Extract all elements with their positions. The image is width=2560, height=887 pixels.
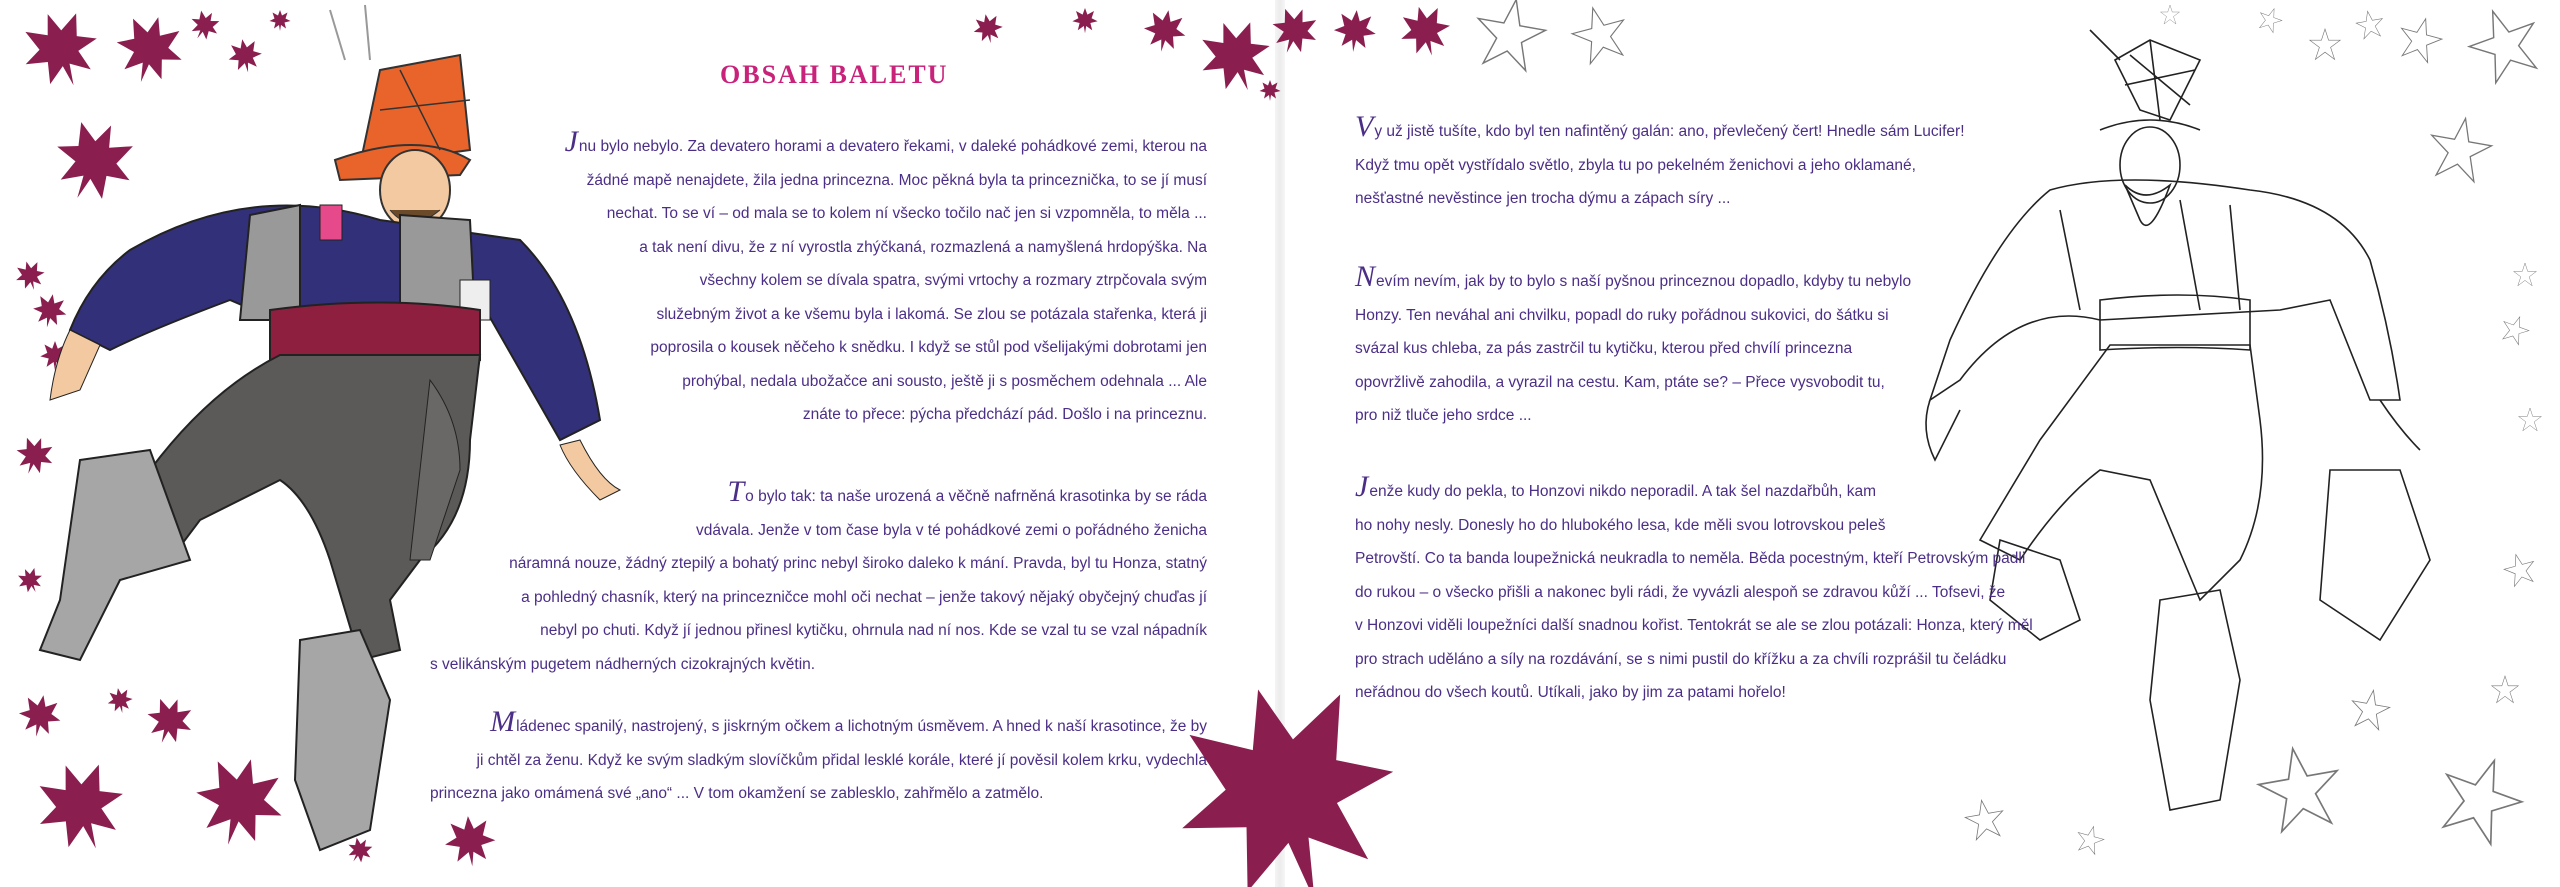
text-line: ho nohy nesly. Donesly ho do hlubokého lesa, kde měli svou lotrovskou peleš: [1355, 516, 1886, 534]
star-leaf-outline-icon: [1471, 0, 1550, 73]
text-line: Nevím nevím, jak by to bylo s naší pyšnou princeznou dopadlo, kdyby tu nebylo: [1355, 260, 1912, 293]
maple-leaf-icon: [30, 291, 69, 330]
star-leaf-outline-icon: [2395, 13, 2446, 64]
text-line: a tak není divu, že z ní vyrostla zhýčkaná, rozmazlená a namyšlená hrdopýška. Na: [639, 238, 1207, 256]
text-line: princezna jako omámená své „ano“ ... V tom okamžení se zablesklo, zahřmělo a zatmělo.: [430, 785, 1044, 802]
text-line: opovržlivě zahodila, a vyrazil na cestu. Kam, ptáte se? – Přece vysvobodit tu,: [1355, 373, 1885, 391]
maple-leaf-icon: [12, 258, 48, 294]
maple-leaf-icon: [108, 8, 190, 90]
text-line: svázal kus chleba, za pás zastrčil tu kytičku, kterou před chvílí princezna: [1355, 340, 1853, 357]
right-paragraph-1: [1355, 110, 2075, 216]
maple-leaf-icon: [106, 686, 135, 715]
initial-letter: J: [1355, 470, 1369, 503]
maple-leaf-icon: [226, 36, 265, 75]
page-title: OBSAH BALETU: [720, 60, 949, 89]
text-line: nebyl po chuti. Když jí jednou přinesl kytičku, ohrnula nad ní nos. Kde se vzal tu se vzal nápadník: [540, 622, 1207, 639]
text-line: a pohledný chasník, který na princezničce mohl oči nechat – jenže takový nějaký obyčejný chuďas jí: [521, 588, 1207, 606]
text-line: pro strach uděláno a síly na rozdávání, se s nimi pustil do křížku a za chvíli rozprášil tu čeládku: [1355, 650, 2007, 668]
star-leaf-outline-icon: [2074, 823, 2107, 856]
text-line: Honzy. Ten neváhal ani chvilku, popadl do ruky pořádnou sukovici, do šátku si: [1355, 306, 1889, 324]
text-line: Mládenec spanilý, nastrojený, s jiskrným očkem a lichotným úsměvem. A hned k naší krasotince, že by: [490, 705, 1207, 738]
initial-letter: T: [727, 475, 745, 508]
maple-leaf-icon: [1332, 8, 1378, 54]
text-line: prohýbal, nedala ubožačce ani sousto, ještě ji s posměchem odehnala ... Ale: [682, 372, 1207, 390]
star-leaf-outline-icon: [1963, 797, 2007, 841]
text-line: pro niž tluče jeho srdce ...: [1355, 407, 1532, 424]
star-leaf-outline-icon: [2498, 312, 2532, 346]
maple-leaf-icon: [270, 10, 291, 31]
star-leaf-outline-icon: [1567, 1, 1632, 66]
maple-leaf-icon: [1394, 0, 1456, 62]
text-line: v Honzovi viděli loupežníci další snadnou kořist. Tentokrát se ale se zlou potázali: Honza, který měl: [1355, 617, 2033, 634]
maple-leaf-icon: [1260, 80, 1281, 101]
right-paragraph-3: [1355, 470, 2075, 710]
maple-leaf-icon: [10, 432, 58, 480]
star-leaf-outline-icon: [2161, 5, 2180, 24]
maple-leaf-icon: [443, 814, 498, 869]
initial-letter: J: [564, 125, 578, 158]
text-line: poprosila o kousek něčeho k snědku. I když se stůl pod všelijakými dobrotami jen: [650, 339, 1207, 356]
star-leaf-outline-icon: [2519, 408, 2542, 431]
maple-leaf-icon: [12, 1, 109, 98]
text-line: všechny kolem se dívala spatra, svými vrtochy a rozmary ztrpčovala svým: [699, 272, 1207, 289]
initial-letter: M: [490, 705, 516, 738]
left-paragraph-1: [510, 125, 1207, 432]
initial-letter: V: [1355, 110, 1374, 143]
text-line: nechat. To se ví – od mala se to kolem ní všecko točilo nač jen si vzpomněla, to měla ...: [606, 205, 1207, 222]
text-line: nešťastné nevěstince jen trocha dýmu a zápach síry ...: [1355, 190, 1731, 207]
star-leaf-outline-icon: [2501, 551, 2538, 588]
maple-leaf-icon: [1265, 1, 1324, 60]
text-line: Petrovští. Co ta banda loupežnická neukradla to neměla. Běda pocestným, kteří Petrovským padli: [1355, 550, 2026, 567]
maple-leaf-icon: [24, 750, 137, 863]
maple-leaf-icon: [14, 564, 47, 597]
maple-leaf-icon: [185, 748, 293, 856]
text-line: Jenže kudy do pekla, to Honzovi nikdo neporadil. A tak šel nazdařbůh, kam: [1355, 470, 1876, 503]
maple-leaf-icon: [971, 12, 1005, 46]
text-line: znáte to přece: pýcha předchází pád. Došlo i na princeznu.: [802, 406, 1207, 423]
star-leaf-outline-icon: [2354, 9, 2385, 40]
maple-leaf-icon: [41, 109, 147, 215]
text-line: Vy už jistě tušíte, kdo byl ten nafintěný galán: ano, převlečený čert! Hnedle sám Lucifer!: [1355, 110, 1965, 143]
star-leaf-outline-icon: [2430, 747, 2532, 849]
star-leaf-outline-icon: [2425, 113, 2495, 183]
text-line: Když tmu opět vystřídalo světlo, zbyla tu po pekelném ženichovi a jeho oklamané,: [1355, 156, 1916, 174]
right-paragraph-2: [1355, 260, 2075, 433]
star-leaf-outline-icon: [2348, 687, 2392, 731]
text-line: s velikánským pugetem nádherných cizokrajných květin.: [430, 655, 816, 673]
star-leaf-outline-icon: [2492, 676, 2519, 703]
maple-leaf-icon: [15, 692, 64, 741]
text-line: žádné mapě nenajdete, žila jedna princezna. Moc pěkná byla ta princeznička, to se jí musí: [586, 171, 1207, 189]
star-leaf-outline-icon: [2310, 29, 2340, 59]
maple-leaf-icon: [1072, 8, 1097, 33]
text-line: Jnu bylo nebylo. Za devatero horami a devatero řekami, v daleké pohádkové zemi, kterou na: [564, 125, 1207, 158]
star-leaf-outline-icon: [2253, 742, 2345, 834]
maple-leaf-icon: [140, 691, 199, 750]
text-line: To bylo tak: ta naše urozená a věčně nafrněná krasotinka by se ráda: [727, 475, 1207, 508]
text-line: do rukou – o všecko přišli a nakonec byli rádi, že vyvázli alespoň se zdravou kůží ... Tofsevi, že: [1355, 583, 2006, 601]
left-paragraph-2: [430, 475, 1207, 681]
text-line: neřádnou do všech koutů. Utíkali, jako by jim za patami hořelo!: [1355, 684, 1786, 701]
text-line: náramná nouze, žádný ztepilý a bohatý princ nebyl široko daleko k mání. Pravda, byl tu Honza, statný: [509, 555, 1207, 572]
star-leaf-outline-icon: [2514, 263, 2537, 286]
maple-leaf-icon: [1140, 7, 1189, 56]
left-paragraph-3: [430, 705, 1207, 811]
star-leaf-outline-icon: [2461, 0, 2549, 87]
text-line: ji chtěl za ženu. Když ke svým sladkým slovíčkům přidal lesklé korále, které jí pověsil kolem krku, vydechla: [476, 751, 1207, 769]
text-line: vdávala. Jenže v tom čase byla v té pohádkové zemi o pořádného ženicha: [696, 521, 1207, 539]
initial-letter: N: [1355, 260, 1376, 293]
maple-leaf-icon: [185, 6, 225, 46]
text-line: služebným život a ke všemu byla i lakomá. Se zlou se potázala stařenka, která ji: [656, 305, 1207, 323]
star-leaf-outline-icon: [2256, 5, 2285, 34]
